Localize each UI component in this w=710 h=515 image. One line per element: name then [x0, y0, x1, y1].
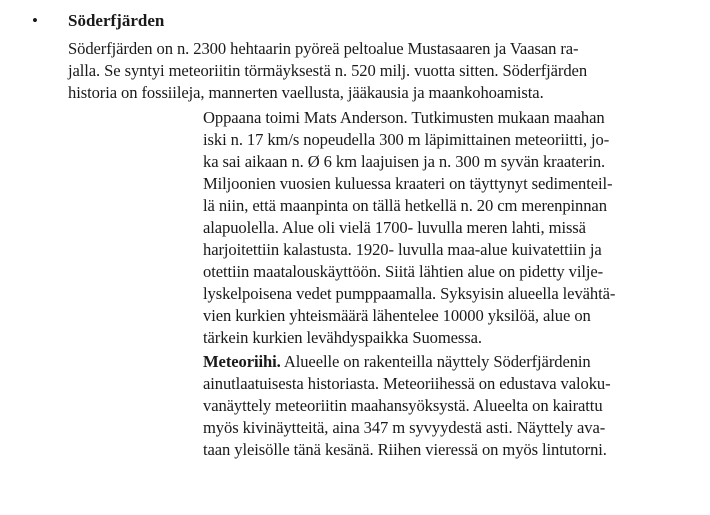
text-line: tärkein kurkien levähdyspaikka Suomessa.: [203, 328, 482, 347]
paragraph-lead: Meteoriihi.: [203, 352, 281, 371]
guide-paragraph: [203, 107, 615, 349]
text-line: [203, 351, 611, 373]
text-line: historia on fossiileja, mannerten vaellusta, jääkausia ja maankohoamista.: [68, 83, 544, 102]
text-line: Oppaana toimi Mats Anderson. Tutkimusten mukaan maahan: [203, 108, 605, 127]
text-line: lyskelpoisena vedet pumppaamalla. Syksyisin alueella levähtä-: [203, 284, 616, 303]
section-heading: Söderfjärden: [68, 11, 165, 30]
text-line: otettiin maatalouskäyttöön. Siitä lähtien alue on pidetty vilje-: [203, 262, 604, 281]
bullet-icon: •: [32, 11, 38, 30]
text-line: iski n. 17 km/s nopeudella 300 m läpimittainen meteoriitti, jo-: [203, 130, 610, 149]
text-line: Söderfjärden on n. 2300 hehtaarin pyöreä peltoalue Mustasaaren ja Vaasan ra-: [68, 39, 579, 58]
text-line: lä niin, että maanpinta on tällä hetkellä n. 20 cm merenpinnan: [203, 196, 607, 215]
text-fragment: Alueelle on rakenteilla näyttely Söderfjärdenin: [280, 352, 591, 371]
text-line: jalla. Se syntyi meteoriitin törmäyksestä n. 520 milj. vuotta sitten. Söderfjärden: [68, 61, 588, 80]
text-line: ainutlaatuisesta historiasta. Meteoriihessä on edustava valoku-: [203, 374, 611, 393]
text-line: Miljoonien vuosien kuluessa kraateri on täyttynyt sedimenteil-: [203, 174, 613, 193]
text-line: taan yleisölle tänä kesänä. Riihen vieressä on myös lintutorni.: [203, 440, 607, 459]
text-line: ka sai aikaan n. Ø 6 km laajuisen ja n. 300 m syvän kraaterin.: [203, 152, 606, 171]
text-line: vien kurkien yhteismäärä lähentelee 10000 yksilöä, alue on: [203, 306, 591, 325]
cropped-text-remnant: [290, 0, 320, 1]
text-line: vanäyttely meteoriitin maahansyöksystä. Alueelta on kairattu: [203, 396, 603, 415]
text-line: harjoitettiin kalastusta. 1920- luvulla maa-alue kuivatettiin ja: [203, 240, 602, 259]
text-line: myös kivinäytteitä, aina 347 m syvyydestä asti. Näyttely ava-: [203, 418, 606, 437]
text-line: alapuolella. Alue oli vielä 1700- luvulla meren lahti, missä: [203, 218, 586, 237]
meteoriihi-paragraph: [203, 351, 611, 461]
intro-paragraph: [68, 38, 587, 104]
